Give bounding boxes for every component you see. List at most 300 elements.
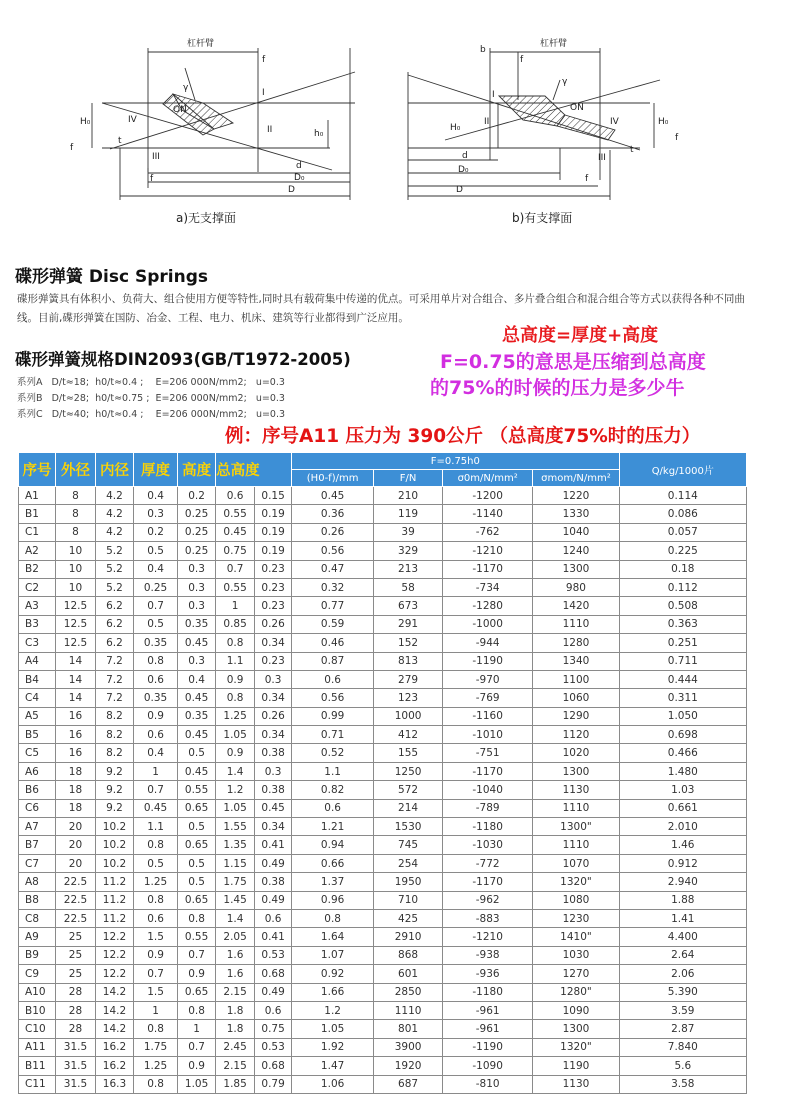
diagram-a-point-ii: II — [267, 125, 273, 135]
table-cell: 0.34 — [255, 726, 292, 744]
table-cell: -961 — [442, 1001, 532, 1019]
table-row — [19, 505, 747, 523]
table-cell: 2.15 — [216, 983, 255, 1001]
annotation-example: 例：序号A11 压力为 390公斤 （总高度75%时的压力） — [225, 426, 701, 447]
table-cell: 425 — [374, 909, 443, 927]
table-cell: 0.8 — [178, 909, 216, 927]
table-cell: 0.55 — [216, 578, 255, 596]
table-cell: 1.05 — [178, 1075, 216, 1093]
table-row — [19, 744, 747, 762]
diagram-a-h0: H₀ — [80, 117, 91, 127]
table-cell: 10.2 — [95, 818, 133, 836]
table-cell: -1030 — [442, 836, 532, 854]
table-cell: -1210 — [442, 928, 532, 946]
table-cell: 1.35 — [216, 836, 255, 854]
table-cell: A2 — [19, 542, 56, 560]
table-cell: 0.19 — [255, 523, 292, 541]
table-cell: 1130 — [533, 1075, 619, 1093]
table-cell: 16.2 — [95, 1057, 133, 1075]
section-title-spec: 碟形弹簧规格DIN2093(GB/T1972-2005) — [15, 350, 351, 369]
table-cell: 1330 — [533, 505, 619, 523]
table-cell: 0.49 — [255, 983, 292, 1001]
table-cell: 0.8 — [133, 891, 177, 909]
table-cell: 0.26 — [255, 707, 292, 725]
table-cell: 0.5 — [133, 854, 177, 872]
table-cell: 0.5 — [178, 873, 216, 891]
table-row — [19, 946, 747, 964]
table-cell: B8 — [19, 891, 56, 909]
table-cell: 5.6 — [619, 1057, 746, 1075]
table-cell: 123 — [374, 689, 443, 707]
table-cell: 12.5 — [55, 597, 95, 615]
table-cell: -1170 — [442, 560, 532, 578]
table-cell: 0.18 — [619, 560, 746, 578]
table-cell: 31.5 — [55, 1057, 95, 1075]
table-cell: 0.3 — [133, 505, 177, 523]
header-no: 序号 — [19, 453, 56, 487]
table-cell: 9.2 — [95, 762, 133, 780]
table-cell: 813 — [374, 652, 443, 670]
table-cell: 1.25 — [133, 1057, 177, 1075]
table-cell: 1120 — [533, 726, 619, 744]
table-row — [19, 928, 747, 946]
table-cell: 1.25 — [216, 707, 255, 725]
table-cell: 0.8 — [216, 689, 255, 707]
table-cell: 0.15 — [255, 487, 292, 505]
table-cell: 0.34 — [255, 634, 292, 652]
table-row — [19, 983, 747, 1001]
table-cell: 8.2 — [95, 744, 133, 762]
table-cell: 1.47 — [292, 1057, 374, 1075]
table-cell: 1280" — [533, 983, 619, 1001]
table-cell: 12.5 — [55, 634, 95, 652]
annotation-f-meaning-2: 的75%的时候的压力是多少牛 — [430, 377, 685, 399]
table-cell: 0.41 — [255, 836, 292, 854]
table-cell: 0.77 — [292, 597, 374, 615]
table-cell: B2 — [19, 560, 56, 578]
table-cell: 4.400 — [619, 928, 746, 946]
diagram-b-f-top: f — [520, 55, 524, 65]
table-cell: 0.82 — [292, 781, 374, 799]
table-cell: B5 — [19, 726, 56, 744]
table-cell: 0.45 — [178, 726, 216, 744]
table-cell: 14.2 — [95, 1020, 133, 1038]
table-cell: 1.050 — [619, 707, 746, 725]
table-cell: 291 — [374, 615, 443, 633]
diagram-a-d0: D₀ — [294, 173, 305, 183]
table-cell: 1410" — [533, 928, 619, 946]
table-cell: -1180 — [442, 983, 532, 1001]
table-cell: 0.45 — [178, 689, 216, 707]
table-cell: B6 — [19, 781, 56, 799]
table-cell: 31.5 — [55, 1038, 95, 1056]
table-cell: 0.65 — [178, 891, 216, 909]
diagram-a-lever-arm: 杠杆臂 — [187, 39, 215, 49]
table-cell: 152 — [374, 634, 443, 652]
table-cell: 1950 — [374, 873, 443, 891]
table-cell: 0.35 — [133, 689, 177, 707]
table-cell: 0.46 — [292, 634, 374, 652]
table-cell: 1110 — [533, 836, 619, 854]
table-cell: 1.66 — [292, 983, 374, 1001]
diagram-b-on: ON — [570, 103, 584, 113]
table-cell: 329 — [374, 542, 443, 560]
table-cell: 0.59 — [292, 615, 374, 633]
table-cell: 10.2 — [95, 836, 133, 854]
table-cell: 0.3 — [178, 597, 216, 615]
table-cell: 8 — [55, 505, 95, 523]
table-cell: 2.15 — [216, 1057, 255, 1075]
table-row — [19, 707, 747, 725]
table-cell: A4 — [19, 652, 56, 670]
table-cell: 39 — [374, 523, 443, 541]
table-cell: 2910 — [374, 928, 443, 946]
table-cell: 0.65 — [178, 836, 216, 854]
table-cell: 0.71 — [292, 726, 374, 744]
table-row — [19, 689, 747, 707]
table-cell: 2.05 — [216, 928, 255, 946]
table-cell: 18 — [55, 799, 95, 817]
table-cell: 1.5 — [133, 928, 177, 946]
table-row — [19, 1075, 747, 1093]
table-cell: 0.711 — [619, 652, 746, 670]
table-cell: 1 — [133, 1001, 177, 1019]
table-cell: 0.9 — [133, 707, 177, 725]
table-cell: 8 — [55, 523, 95, 541]
table-cell: 0.9 — [133, 946, 177, 964]
table-cell: 6.2 — [95, 597, 133, 615]
table-cell: 2.45 — [216, 1038, 255, 1056]
table-cell: A7 — [19, 818, 56, 836]
table-cell: 0.7 — [133, 965, 177, 983]
table-row — [19, 542, 747, 560]
table-cell: 1.8 — [216, 1001, 255, 1019]
table-cell: 0.9 — [178, 1057, 216, 1075]
table-cell: 1220 — [533, 487, 619, 505]
table-cell: 687 — [374, 1075, 443, 1093]
table-cell: 22.5 — [55, 891, 95, 909]
table-cell: 0.47 — [292, 560, 374, 578]
table-cell: 1.03 — [619, 781, 746, 799]
table-cell: A5 — [19, 707, 56, 725]
table-cell: 1.07 — [292, 946, 374, 964]
table-cell: 0.25 — [178, 542, 216, 560]
table-cell: 1.88 — [619, 891, 746, 909]
table-cell: 14 — [55, 652, 95, 670]
table-cell: -961 — [442, 1020, 532, 1038]
table-cell: 0.3 — [178, 652, 216, 670]
table-cell: 7.2 — [95, 689, 133, 707]
table-cell: 0.251 — [619, 634, 746, 652]
table-cell: C8 — [19, 909, 56, 927]
table-cell: 28 — [55, 983, 95, 1001]
table-cell: 0.65 — [178, 983, 216, 1001]
table-cell: 0.4 — [133, 744, 177, 762]
table-cell: 14 — [55, 689, 95, 707]
table-row — [19, 1020, 747, 1038]
table-cell: 1.6 — [216, 946, 255, 964]
diagram-a-caption: a)无支撑面 — [176, 211, 237, 225]
series-a-line: 系列A D/t≈18; h0/t≈0.4 ; E=206 000N/mm2; u=0.3 — [17, 377, 285, 388]
table-cell: B1 — [19, 505, 56, 523]
table-cell: 0.112 — [619, 578, 746, 596]
table-cell: C5 — [19, 744, 56, 762]
table-cell: 10 — [55, 578, 95, 596]
table-cell: -751 — [442, 744, 532, 762]
table-cell: 22.5 — [55, 909, 95, 927]
table-row — [19, 634, 747, 652]
table-cell: 1.92 — [292, 1038, 374, 1056]
diagram-a-D: D — [288, 185, 295, 195]
table-cell: 1.46 — [619, 836, 746, 854]
table-cell: 0.49 — [255, 891, 292, 909]
header-sigma-om: σ0m/N/mm² — [442, 470, 532, 487]
diagram-a-point-iii: III — [152, 152, 160, 162]
header-id: 内径 — [95, 453, 133, 487]
table-cell: 119 — [374, 505, 443, 523]
table-row — [19, 726, 747, 744]
table-cell: 1920 — [374, 1057, 443, 1075]
table-cell: 0.53 — [255, 1038, 292, 1056]
table-cell: 1.85 — [216, 1075, 255, 1093]
table-cell: 5.2 — [95, 542, 133, 560]
table-cell: 3.59 — [619, 1001, 746, 1019]
table-cell: -1010 — [442, 726, 532, 744]
table-cell: 0.45 — [178, 634, 216, 652]
table-cell: 254 — [374, 854, 443, 872]
table-row — [19, 854, 747, 872]
table-cell: 1.5 — [133, 983, 177, 1001]
table-row — [19, 836, 747, 854]
table-cell: 1.4 — [216, 762, 255, 780]
table-cell: 3900 — [374, 1038, 443, 1056]
table-cell: -810 — [442, 1075, 532, 1093]
table-cell: A9 — [19, 928, 56, 946]
table-cell: C2 — [19, 578, 56, 596]
table-cell: C4 — [19, 689, 56, 707]
table-cell: 0.8 — [216, 634, 255, 652]
spec-table-body — [19, 487, 747, 1094]
table-cell: 1.55 — [216, 818, 255, 836]
table-cell: 0.34 — [255, 689, 292, 707]
table-cell: 0.9 — [216, 670, 255, 688]
table-cell: 0.8 — [292, 909, 374, 927]
table-cell: 0.086 — [619, 505, 746, 523]
header-h0f: (H0-f)/mm — [292, 470, 374, 487]
table-cell: 1.05 — [216, 726, 255, 744]
spec-table — [18, 452, 747, 1094]
table-cell: 1300 — [533, 762, 619, 780]
table-row — [19, 578, 747, 596]
table-cell: 0.3 — [178, 578, 216, 596]
table-cell: 1.6 — [216, 965, 255, 983]
table-row — [19, 523, 747, 541]
table-cell: 0.35 — [178, 615, 216, 633]
table-cell: 0.508 — [619, 597, 746, 615]
table-cell: 1130 — [533, 781, 619, 799]
table-row — [19, 615, 747, 633]
diagram-a-point-i: I — [262, 88, 265, 98]
table-cell: 0.7 — [216, 560, 255, 578]
table-cell: 0.6 — [255, 909, 292, 927]
table-cell: 14.2 — [95, 983, 133, 1001]
table-cell: 10.2 — [95, 854, 133, 872]
table-cell: C7 — [19, 854, 56, 872]
diagram-b-point-i: I — [492, 90, 495, 100]
table-cell: 0.8 — [133, 1020, 177, 1038]
diagram-a-gamma: γ — [183, 83, 189, 93]
table-cell: 8 — [55, 487, 95, 505]
diagram-b-D: D — [456, 185, 463, 195]
table-cell: -970 — [442, 670, 532, 688]
table-cell: B7 — [19, 836, 56, 854]
diagram-a-on: ON — [173, 105, 187, 115]
table-cell: 0.5 — [178, 818, 216, 836]
table-cell: 4.2 — [95, 487, 133, 505]
table-cell: 0.55 — [178, 781, 216, 799]
table-cell: 1270 — [533, 965, 619, 983]
table-cell: 1 — [178, 1020, 216, 1038]
diagram-b — [408, 48, 660, 200]
table-cell: B10 — [19, 1001, 56, 1019]
table-cell: 8.2 — [95, 707, 133, 725]
header-od: 外径 — [55, 453, 95, 487]
table-cell: -1000 — [442, 615, 532, 633]
table-cell: 16 — [55, 707, 95, 725]
table-cell: -769 — [442, 689, 532, 707]
table-cell: 0.56 — [292, 542, 374, 560]
table-cell: C9 — [19, 965, 56, 983]
table-cell: 6.2 — [95, 615, 133, 633]
annotation-total-height: 总高度=厚度+高度 — [502, 325, 659, 346]
table-cell: 0.9 — [178, 965, 216, 983]
table-cell: 1.06 — [292, 1075, 374, 1093]
table-cell: 28 — [55, 1020, 95, 1038]
table-cell: -772 — [442, 854, 532, 872]
table-cell: 11.2 — [95, 873, 133, 891]
table-cell: 10 — [55, 542, 95, 560]
table-row — [19, 965, 747, 983]
table-cell: 0.87 — [292, 652, 374, 670]
header-height: 高度 — [178, 453, 216, 487]
table-cell: 8.2 — [95, 726, 133, 744]
table-cell: 7.840 — [619, 1038, 746, 1056]
table-cell: -762 — [442, 523, 532, 541]
table-cell: 0.26 — [255, 615, 292, 633]
table-cell: 1320" — [533, 1038, 619, 1056]
table-cell: 0.9 — [216, 744, 255, 762]
table-cell: 3.58 — [619, 1075, 746, 1093]
table-cell: 20 — [55, 818, 95, 836]
table-cell: 1100 — [533, 670, 619, 688]
table-cell: 2.06 — [619, 965, 746, 983]
diagram-a-hp: h₀ — [314, 129, 324, 139]
table-cell: 2.010 — [619, 818, 746, 836]
table-cell: -1190 — [442, 1038, 532, 1056]
table-row — [19, 818, 747, 836]
table-cell: 16 — [55, 744, 95, 762]
table-cell: 1.480 — [619, 762, 746, 780]
table-cell: 601 — [374, 965, 443, 983]
table-cell: 0.19 — [255, 542, 292, 560]
table-cell: 12.2 — [95, 928, 133, 946]
table-cell: -938 — [442, 946, 532, 964]
table-cell: -734 — [442, 578, 532, 596]
table-cell: 1300" — [533, 818, 619, 836]
table-cell: 0.19 — [255, 505, 292, 523]
table-cell: 0.311 — [619, 689, 746, 707]
diagram-a-f-left: f — [70, 143, 74, 153]
table-cell: 1.41 — [619, 909, 746, 927]
table-cell: 0.45 — [216, 523, 255, 541]
table-cell: 214 — [374, 799, 443, 817]
table-cell: 58 — [374, 578, 443, 596]
table-cell: 1090 — [533, 1001, 619, 1019]
table-cell: 0.96 — [292, 891, 374, 909]
table-cell: 9.2 — [95, 799, 133, 817]
table-cell: 1280 — [533, 634, 619, 652]
diagram-b-caption: b)有支撑面 — [512, 211, 573, 225]
table-cell: 0.75 — [255, 1020, 292, 1038]
table-cell: 5.2 — [95, 560, 133, 578]
table-cell: 12.2 — [95, 965, 133, 983]
diagram-b-f-right: f — [675, 133, 679, 143]
table-cell: 5.2 — [95, 578, 133, 596]
diagram-a-f-bottom: f — [150, 174, 154, 184]
table-cell: 0.36 — [292, 505, 374, 523]
table-cell: 0.32 — [292, 578, 374, 596]
table-row — [19, 670, 747, 688]
table-cell: 1080 — [533, 891, 619, 909]
table-cell: 16.3 — [95, 1075, 133, 1093]
table-cell: 12.5 — [55, 615, 95, 633]
diagram-b-gamma: γ — [562, 77, 568, 87]
table-cell: 0.5 — [178, 854, 216, 872]
table-cell: 22.5 — [55, 873, 95, 891]
table-cell: 0.56 — [292, 689, 374, 707]
section-title-disc-springs: 碟形弹簧 Disc Springs — [15, 267, 208, 287]
table-cell: C11 — [19, 1075, 56, 1093]
header-q: Q/kg/1000片 — [619, 453, 746, 487]
table-cell: 0.4 — [178, 670, 216, 688]
table-cell: 1.05 — [216, 799, 255, 817]
table-cell: 0.3 — [255, 762, 292, 780]
table-cell: 980 — [533, 578, 619, 596]
diagram-b-b: b — [480, 45, 486, 55]
table-cell: -1200 — [442, 487, 532, 505]
table-cell: 25 — [55, 946, 95, 964]
table-cell: B4 — [19, 670, 56, 688]
table-cell: B3 — [19, 615, 56, 633]
table-cell: -944 — [442, 634, 532, 652]
table-cell: -1040 — [442, 781, 532, 799]
table-cell: 0.6 — [255, 1001, 292, 1019]
table-cell: 0.45 — [255, 799, 292, 817]
table-cell: A8 — [19, 873, 56, 891]
table-cell: 1110 — [533, 615, 619, 633]
table-cell: 1.21 — [292, 818, 374, 836]
table-cell: 0.35 — [178, 707, 216, 725]
table-cell: C6 — [19, 799, 56, 817]
table-cell: -1190 — [442, 652, 532, 670]
header-total-height: 总高度 — [216, 453, 292, 487]
table-cell: 18 — [55, 762, 95, 780]
table-cell: 0.6 — [216, 487, 255, 505]
table-cell: A11 — [19, 1038, 56, 1056]
diagram-b-h0: H₀ — [658, 117, 669, 127]
table-cell: -1170 — [442, 762, 532, 780]
table-cell: 673 — [374, 597, 443, 615]
